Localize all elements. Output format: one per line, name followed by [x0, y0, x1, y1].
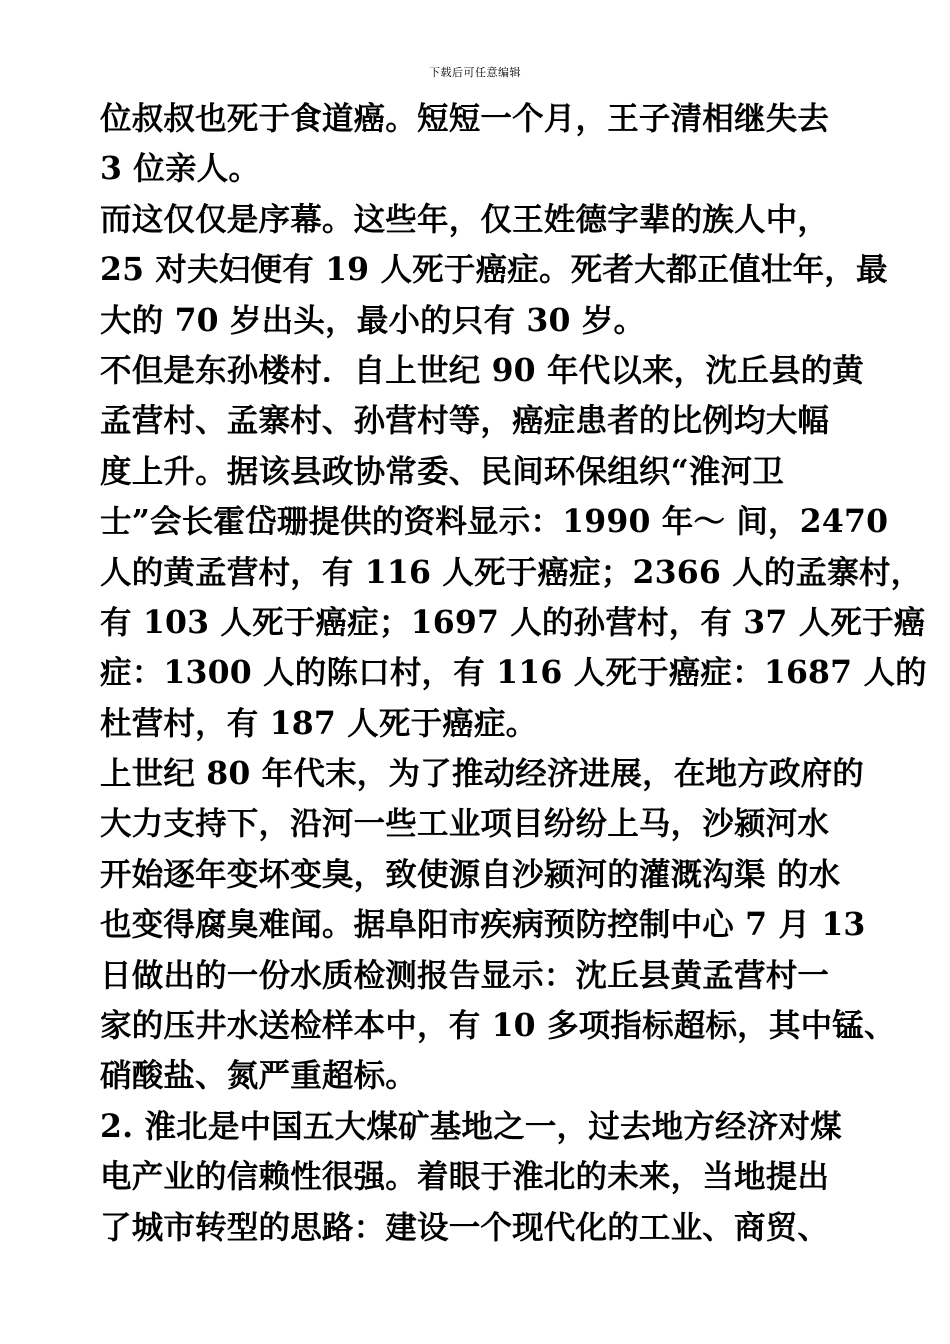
- text-line: 上世纪 80 年代末，为了推动经济进展，在地方政府的: [100, 755, 864, 793]
- text-line: 人的黄孟营村，有 116 人死于癌症；2366 人的孟寨村，: [100, 553, 923, 591]
- text-line: 了城市转型的思路：建设一个现代化的工业、商贸、: [100, 1208, 830, 1246]
- text-line: 大的 70 岁出头，最小的只有 30 岁。: [100, 301, 646, 339]
- text-line: 位叔叔也死于食道癌。短短一个月，王子清相继失去: [100, 100, 830, 137]
- text-line: 有 103 人死于癌症；1697 人的孙营村，有 37 人死于癌: [100, 603, 926, 641]
- text-line: 症：1300 人的陈口村，有 116 人死于癌症：1687 人的: [100, 654, 927, 692]
- text-line: 杜营村，有 187 人死于癌症。: [100, 704, 538, 742]
- document-body: [100, 94, 927, 1253]
- page-header: 下载后可任意编辑: [429, 66, 521, 79]
- text-line: 也变得腐臭难闻。据阜阳市疾病预防控制中心 7 月 13: [100, 906, 866, 944]
- text-line: 开始逐年变坏变臭，致使源自沙颍河的灌溉沟渠 的水: [100, 855, 841, 893]
- text-line: 孟营村、孟寨村、孙营村等，癌症患者的比例均大幅: [100, 402, 830, 440]
- text-line: 大力支持下，沿河一些工业项目纷纷上马，沙颍河水: [100, 805, 830, 843]
- text-line: 3 位亲人。: [100, 150, 261, 188]
- text-line: 家的压井水送检样本中，有 10 多项指标超标，其中锰、: [100, 1007, 896, 1045]
- text-line: 而这仅仅是序幕。这些年，仅王姓德字辈的族人中，: [100, 200, 830, 238]
- text-line: 2. 淮北是中国五大煤矿基地之一，过去地方经济对煤: [100, 1107, 842, 1145]
- text-line: 电产业的信赖性很强。着眼于淮北的未来，当地提出: [100, 1158, 830, 1196]
- text-line: 度上升。据该县政协常委、民间环保组织“淮河卫: [100, 452, 785, 490]
- text-line: 25 对夫妇便有 19 人死于癌症。死者大都正值壮年，最: [100, 251, 888, 289]
- text-line: 日做出的一份水质检测报告显示：沈丘县黄孟营村一: [100, 956, 830, 994]
- text-line: 硝酸盐、氮严重超标。: [100, 1057, 418, 1095]
- text-line: 不但是东孙楼村．自上世纪 90 年代以来，沈丘县的黄: [100, 351, 864, 389]
- text-line: 士”会长霍岱珊提供的资料显示：1990 年～ 间，2470: [100, 503, 889, 541]
